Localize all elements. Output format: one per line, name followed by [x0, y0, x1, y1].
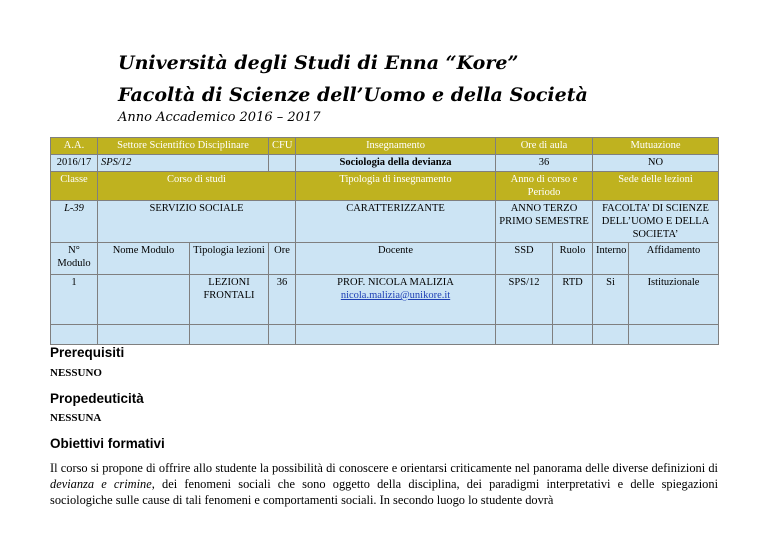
cell-ssd: SPS/12	[98, 155, 269, 172]
cell-aa: 2016/17	[51, 155, 98, 172]
cell-tipologia-lezioni: LEZIONI FRONTALI	[190, 275, 269, 325]
table-header-row-3	[51, 243, 719, 275]
table-header-row-2	[51, 172, 719, 201]
table-row-empty	[51, 325, 719, 345]
docente-email-link[interactable]: nicola.malizia@unikore.it	[340, 290, 451, 301]
cell-interno: Si	[593, 275, 629, 325]
docente-name: PROF. NICOLA MALIZIA	[337, 277, 454, 288]
cell-n: 1	[51, 275, 98, 325]
header-anno: Anno di corso e Periodo	[496, 172, 593, 201]
cell-classe: L-39	[51, 201, 98, 243]
cell-ssd-2: SPS/12	[496, 275, 553, 325]
header-ruolo: Ruolo	[553, 243, 593, 275]
table-row	[51, 155, 719, 172]
faculty-title: Facoltà di Scienze dell’Uomo e della Società	[118, 84, 588, 106]
university-title: Università degli Studi di Enna “Kore”	[118, 52, 519, 74]
cell-ore: 36	[496, 155, 593, 172]
prerequisiti-value: NESSUNO	[50, 367, 102, 379]
header-classe: Classe	[51, 172, 98, 201]
table-row	[51, 201, 719, 243]
cell-corso: SERVIZIO SOCIALE	[98, 201, 296, 243]
header-tipologia-lezioni: Tipologia lezioni	[190, 243, 269, 275]
cell-ruolo: RTD	[553, 275, 593, 325]
cell-cfu	[269, 155, 296, 172]
header-ore: Ore	[269, 243, 296, 275]
obiettivi-paragraph	[50, 460, 718, 508]
header-ssd-2: SSD	[496, 243, 553, 275]
obiettivi-text-1: Il corso si propone di offrire allo studente la possibilità di conoscere e orientarsi criticamente nel panorama delle diverse definizioni di	[50, 461, 718, 475]
table-row	[51, 275, 719, 325]
header-sede: Sede delle lezioni	[593, 172, 719, 201]
propedeuticita-value: NESSUNA	[50, 412, 102, 424]
header-mutuazione: Mutuazione	[593, 138, 719, 155]
header-docente: Docente	[296, 243, 496, 275]
cell-tipologia: CARATTERIZZANTE	[296, 201, 496, 243]
table-header-row-1	[51, 138, 719, 155]
prerequisiti-heading: Prerequisiti	[50, 345, 125, 360]
cell-docente	[296, 275, 496, 325]
anno-line-2: PRIMO SEMESTRE	[499, 216, 589, 227]
header-affidamento: Affidamento	[629, 243, 719, 275]
course-info-table	[50, 137, 719, 345]
header-aa: A.A.	[51, 138, 98, 155]
cell-insegnamento: Sociologia della devianza	[296, 155, 496, 172]
header-corso: Corso di studi	[98, 172, 296, 201]
anno-line-1: ANNO TERZO	[510, 203, 578, 214]
cell-mutuazione: NO	[593, 155, 719, 172]
header-ore-aula: Ore di aula	[496, 138, 593, 155]
header-nome-modulo: Nome Modulo	[98, 243, 190, 275]
header-insegnamento: Insegnamento	[296, 138, 496, 155]
header-cfu: CFU	[269, 138, 296, 155]
obiettivi-heading: Obiettivi formativi	[50, 436, 165, 451]
header-ssd: Settore Scientifico Disciplinare	[98, 138, 269, 155]
header-tipologia: Tipologia di insegnamento	[296, 172, 496, 201]
cell-ore-modulo: 36	[269, 275, 296, 325]
propedeuticita-heading: Propedeuticità	[50, 391, 144, 406]
obiettivi-text-2: , dei fenomeni sociali che sono oggetto della disciplina, dei paradigmi interpretativi e delle spiegazioni sociologiche sulle cause di tali fenomeni e comportamenti sociali. In secondo luogo lo studente dovrà	[50, 477, 719, 507]
cell-nome	[98, 275, 190, 325]
cell-sede: FACOLTA’ DI SCIENZE DELL’UOMO E DELLA SOCIETA’	[593, 201, 719, 243]
cell-anno	[496, 201, 593, 243]
academic-year: Anno Accademico 2016 – 2017	[118, 110, 321, 125]
header-interno: Interno	[593, 243, 629, 275]
cell-affidamento: Istituzionale	[629, 275, 719, 325]
obiettivi-emphasis: devianza e crimine	[50, 477, 152, 491]
header-n-modulo: N° Modulo	[51, 243, 98, 275]
